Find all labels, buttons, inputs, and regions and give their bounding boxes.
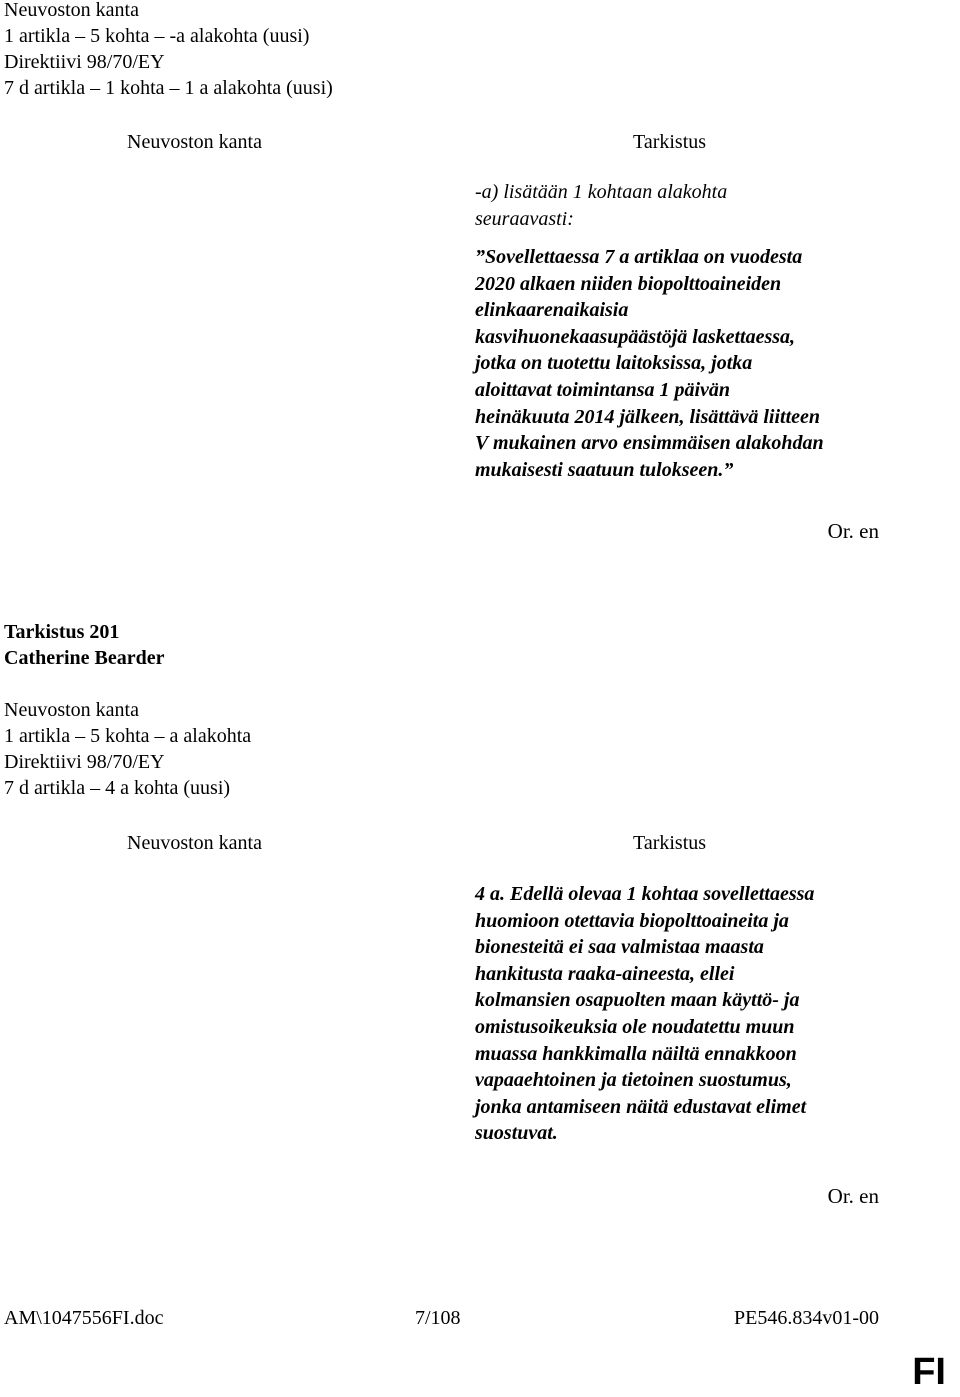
pe-reference: PE546.834v01-00 <box>734 1307 879 1329</box>
text-line: bionesteitä ei saa valmistaa maasta <box>475 936 764 959</box>
text-line: -a) lisätään 1 kohtaan alakohta <box>475 181 728 203</box>
text-line: seuraavasti: <box>475 207 574 230</box>
original-language: Or. en <box>827 519 879 543</box>
text-line: suostuvat. <box>475 1122 558 1145</box>
column-header-amendment: Tarkistus <box>633 832 707 854</box>
amendment-text <box>475 881 814 1147</box>
text-line: V mukainen arvo ensimmäisen alakohdan <box>475 432 824 455</box>
amendment-intro <box>475 179 727 232</box>
document-reference: AM\1047556FI.doc <box>4 1307 164 1329</box>
amendment-author: Catherine Bearder <box>4 647 165 669</box>
text-line: omistusoikeuksia ole noudatettu muun <box>475 1015 795 1038</box>
text-line: muassa hankkimalla näiltä ennakkoon <box>475 1042 797 1065</box>
article-reference: 1 artikla – 5 kohta – a alakohta <box>4 725 252 747</box>
directive-label: Direktiivi 98/70/EY <box>4 751 165 773</box>
amendment-text <box>475 244 824 483</box>
directive-reference: 7 d artikla – 4 a kohta (uusi) <box>4 777 231 799</box>
text-line: jotka on tuotettu laitoksissa, jotka <box>475 352 753 375</box>
text-line: huomioon otettavia biopolttoaineita ja <box>475 909 789 932</box>
text-line: heinäkuuta 2014 jälkeen, lisättävä liitteen <box>475 405 821 428</box>
text-line: elinkaarenaikaisia <box>475 299 629 322</box>
text-line: jonka antamiseen näitä edustavat elimet <box>475 1095 807 1118</box>
page-number: 7/108 <box>415 1307 461 1329</box>
text-line: 4 a. Edellä olevaa 1 kohtaa sovellettaessa <box>475 883 815 905</box>
text-line: kasvihuonekaasupäästöjä laskettaessa, <box>475 325 796 348</box>
original-language: Or. en <box>827 1184 879 1208</box>
position-label: Neuvoston kanta <box>4 0 139 21</box>
text-line: mukaisesti saatuun tulokseen.” <box>475 458 734 481</box>
column-header-amendment: Tarkistus <box>633 131 707 153</box>
text-line: ”Sovellettaessa 7 a artiklaa on vuodesta <box>475 246 803 268</box>
directive-reference: 7 d artikla – 1 kohta – 1 a alakohta (uusi) <box>4 77 333 99</box>
language-mark: FI <box>912 1351 946 1393</box>
text-line: vapaaehtoinen ja tietoinen suostumus, <box>475 1069 792 1092</box>
column-header-council: Neuvoston kanta <box>127 131 262 153</box>
text-line: 2020 alkaen niiden biopolttoaineiden <box>475 272 782 295</box>
text-line: hankitusta raaka-aineesta, ellei <box>475 962 735 985</box>
text-line: kolmansien osapuolten maan käyttö- ja <box>475 989 800 1012</box>
column-header-council: Neuvoston kanta <box>127 832 262 854</box>
article-reference: 1 artikla – 5 kohta – -a alakohta (uusi) <box>4 25 310 47</box>
position-label: Neuvoston kanta <box>4 699 139 721</box>
text-line: aloittavat toimintansa 1 päivän <box>475 378 731 401</box>
amendment-title: Tarkistus 201 <box>4 621 120 643</box>
directive-label: Direktiivi 98/70/EY <box>4 51 165 73</box>
